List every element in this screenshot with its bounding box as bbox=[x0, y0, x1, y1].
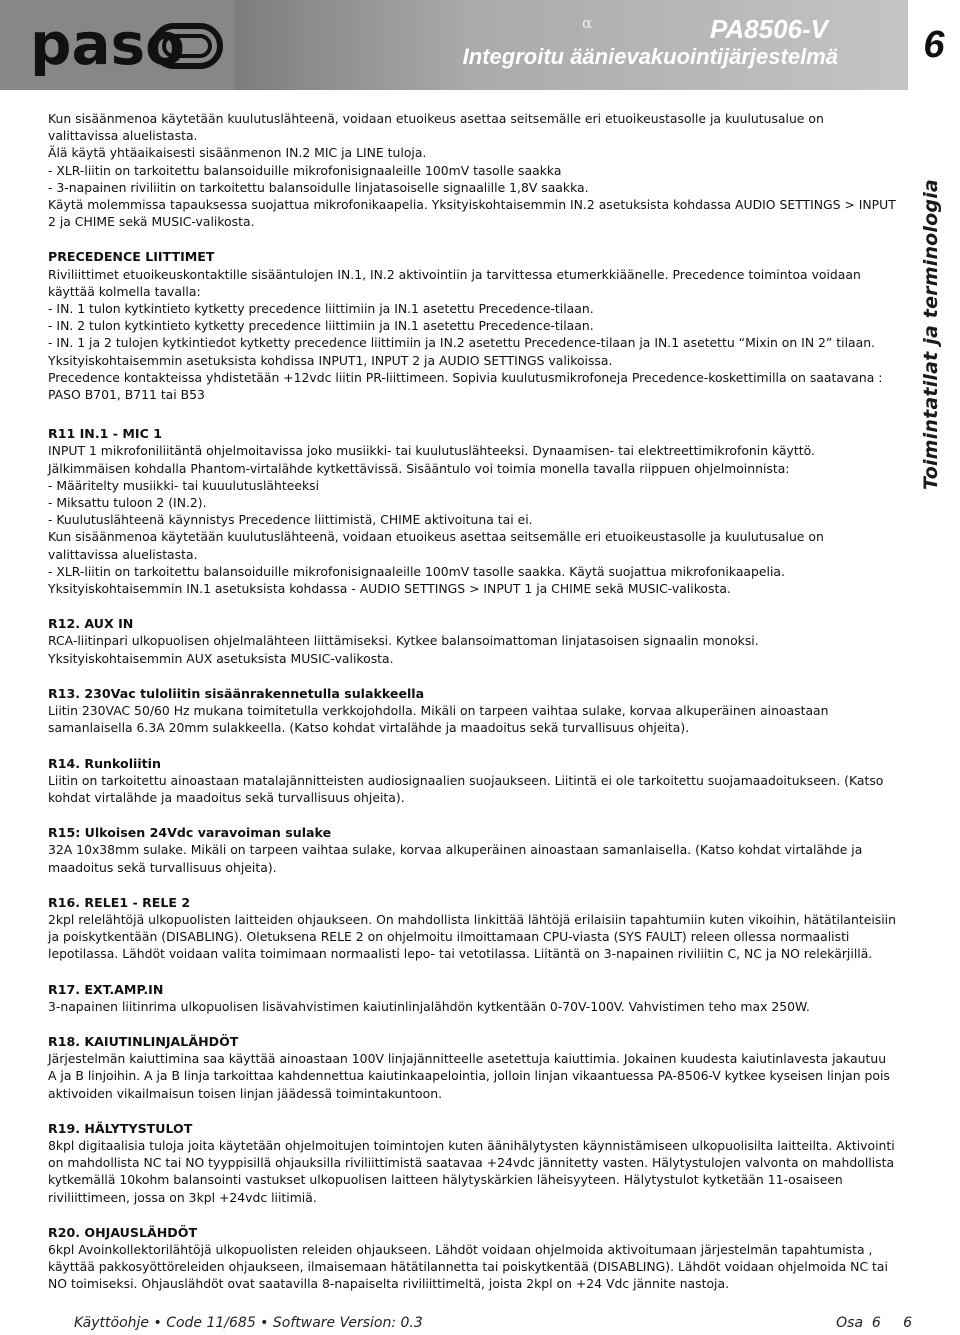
section-line: 2kpl relelähtöjä ulkopuolisten laitteiden ohjaukseen. On mahdollista linkittää lähtöjä erilaisiin tapahtumiin kuten vikoihin, hätätilanteisiin ja poiskytkentään (DISABLING). Oletuksena RELE 2 on ohjelmoitu ilmoittamaan CPU-viasta (SYS FAULT) releen ollessa normaalisti lepotilassa. Lähdöt voidaan valita toimimaan normaalisti lepo- tai vetotilassa. Liitäntä on 3-napainen riviliitin C, NC ja NO relekärjillä. bbox=[48, 911, 896, 962]
section-line: Kun sisäänmenoa käytetään kuulutuslähteenä, voidaan etuoikeus asettaa seitsemälle eri etuoikeustasolle ja kuulutusalue on valittavissa aluelistasta. bbox=[48, 529, 824, 562]
side-tab bbox=[920, 179, 960, 491]
section-line: - IN. 1 ja 2 tulojen kytkintiedot kytketty precedence liittimiin ja IN.2 asetettu Precedence-tilaan ja IN.1 asetettu “Mixin on IN 2” tilaan. Yksityiskohtaisemmin asetuksista kohdissa INPUT1, INPUT 2 ja AUDIO SETTINGS valikoissa. bbox=[48, 335, 876, 368]
section-title: R18. KAIUTINLINJALÄHDÖT bbox=[48, 1033, 239, 1049]
section-line: Järjestelmän kaiuttimina saa käyttää ainoastaan 100V linjajännitteelle asetettuja kaiuttimia. Jokainen kuudesta kaiutinlavesta jakautuu A ja B linjoihin. A ja B linja tarkoittaa kahdennettua kaiutinkaapelointia, jolloin linjan vikaantuessa PA-8506-V kytkee kyseisen linjan pois aktivoiden vikailmaisun toisen linjan jäädessä toimintakuntoon. bbox=[48, 1051, 890, 1101]
section-line: INPUT 1 mikrofoniliitäntä ohjelmoitavissa joko musiikki- tai kuulutuslähteeksi. Dynaamisen- tai elektreettimikrofonin käyttö. Jälkimmäisen kohdalla Phantom-virtalähde kytkettävissä. Sisääntulo voi toimia monella tavalla riippuen ohjelmoinnista: bbox=[48, 443, 815, 476]
section-r20 bbox=[48, 1224, 896, 1293]
section-title: R12. AUX IN bbox=[48, 616, 134, 632]
header-band bbox=[0, 0, 908, 90]
intro-line: - 3-napainen riviliitin on tarkoitettu balansoidulle linjatasoiselle signaalille 1,8V saakka. bbox=[48, 179, 589, 195]
section-r17 bbox=[48, 981, 896, 1015]
section-line: - Miksattu tuloon 2 (IN.2). bbox=[48, 495, 207, 511]
document-body bbox=[48, 110, 896, 1293]
section-r14 bbox=[48, 755, 896, 807]
section-line: Precedence kontakteissa yhdistetään +12vdc liitin PR-liittimeen. Sopivia kuulutusmikrofoneja Precedence-koskettimilla on saatavana : PASO B701, B711 tai B53 bbox=[48, 369, 883, 403]
section-line: RCA-liitinpari ulkopuolisen ohjelmalähteen liittämiseksi. Kytkee balansoimattoman linjatasoisen signaalin monoksi. Yksityiskohtaisemmin AUX asetuksista MUSIC-valikosta. bbox=[48, 633, 759, 666]
section-title: R16. RELE1 - RELE 2 bbox=[48, 894, 191, 910]
section-title: R17. EXT.AMP.IN bbox=[48, 981, 164, 997]
section-title: R14. Runkoliitin bbox=[48, 755, 161, 771]
page-header bbox=[0, 0, 960, 90]
section-line: 32A 10x38mm sulake. Mikäli on tarpeen vaihtaa sulake, korvaa alkuperäinen ainoastaan samanlaisella. (Katso kohdat virtalähde ja maadoitus sekä turvallisuus ohjeita). bbox=[48, 842, 863, 875]
section-r19 bbox=[48, 1120, 896, 1206]
section-line: 6kpl Avoinkollektorilähtöjä ulkopuolisten releiden ohjaukseen. Lähdöt voidaan ohjelmoida aktivoitumaan järjestelmän tapahtumista , käyttää pakkosyöttöreleiden ohjaukseen, ilmaisemaan hätätilannetta tai poiskytkentää (DISABLING). Lähdöt voidaan ohjelmoida NC tai NO toimiseksi. Ohjauslähdöt ovat saatavilla 8-napaiselta riviliittimeltä, joista 2kpl on +24 Vdc jännite nastoja. bbox=[48, 1241, 888, 1292]
alpha-mark: α bbox=[582, 14, 593, 32]
section-title: R11 IN.1 - MIC 1 bbox=[48, 426, 162, 442]
section-line: - Kuulutuslähteenä käynnistys Precedence liittimistä, CHIME aktivoituna tai ei. bbox=[48, 512, 533, 528]
section-r12 bbox=[48, 615, 896, 667]
section-r15 bbox=[48, 824, 896, 876]
section-line: - Määritelty musiikki- tai kuuulutuslähteeksi bbox=[48, 477, 320, 493]
section-line: 8kpl digitaalisia tuloja joita käytetään ohjelmoitujen toimintojen kuten äänihälytysten käynnistämiseen ulkopuolisilta laitteilta. Aktivointi on mahdollista NC tai NO tyyppisillä ohjauksilla riviliittimistä saatavaa +24vdc jännitetty vasten. Hälytystulojen valvonta on mahdollista kytkemällä 10kohm balansointi vastukset ulkopuolisen laitteen hälytyskärkien läheisyyteen. Hälytystulot kytketään 11-osaiseen riviliittimeen, jossa on 3kpl +24vdc liitimiä. bbox=[48, 1137, 895, 1205]
intro-line: - XLR-liitin on tarkoitettu balansoiduille mikrofonisignaaleille 100mV tasolle saakka bbox=[48, 162, 562, 178]
product-subtitle: Integroitu äänievakuointijärjestelmä bbox=[462, 44, 838, 69]
section-line: - XLR-liitin on tarkoitettu balansoiduille mikrofonisignaaleille 100mV tasolle saakka. Käytä suojattua mikrofonikaapelia. Yksityiskohtaisemmin IN.1 asetuksista kohdassa - AUDIO SETTINGS > INPUT 1 ja CHIME sekä MUSIC-valikosta. bbox=[48, 563, 785, 597]
intro-line: Älä käytä yhtäaikaisesti sisäänmenon IN.2 MIC ja LINE tuloja. bbox=[48, 145, 427, 161]
section-precedence bbox=[48, 248, 896, 403]
section-r13 bbox=[48, 685, 896, 737]
svg-text:paso: paso bbox=[30, 10, 186, 78]
section-title: R20. OHJAUSLÄHDÖT bbox=[48, 1224, 198, 1240]
footer-doc-info: Käyttöohje • Code 11/685 • Software Version: 0.3 bbox=[74, 1315, 423, 1331]
paso-logo bbox=[30, 8, 230, 80]
section-line: Riviliittimet etuoikeuskontaktille sisääntulojen IN.1, IN.2 aktivointiin ja tarvittessa etumerkkiäänelle. Precedence toimintoa voidaan käyttää kolmella tavalla: bbox=[48, 266, 861, 299]
section-line: - IN. 1 tulon kytkintieto kytketty precedence liittimiin ja IN.1 asetettu Precedence-tilaan. bbox=[48, 301, 594, 317]
chapter-number: 6 bbox=[908, 0, 960, 90]
section-line: 3-napainen liitinrima ulkopuolisen lisävahvistimen kaiutinlinjalähdön kytkentään 0-70V-100V. Vahvistimen teho max 250W. bbox=[48, 998, 810, 1014]
section-line: Liitin 230VAC 50/60 Hz mukana toimitetulla verkkojohdolla. Mikäli on tarpeen vaihtaa sulake, korvaa alkuperäinen ainoastaan samanlaisella 6.3A 20mm sulakkeella. (Katso kohdat virtalähde ja maadoitus sekä turvallisuus ohjeita). bbox=[48, 703, 829, 736]
section-title: R19. HÄLYTYSTULOT bbox=[48, 1120, 193, 1136]
intro-block bbox=[48, 110, 896, 230]
side-tab-label: Toimintatilat ja terminologia bbox=[920, 179, 942, 490]
section-title: PRECEDENCE LIITTIMET bbox=[48, 249, 215, 265]
section-line: Liitin on tarkoitettu ainoastaan matalajännitteisten audiosignaalien suojaukseen. Liitintä ei ole tarkoitettu suojamaadoitukseen. (Katso kohdat virtalähde ja maadoitus sekä turvallisuus ohjeita). bbox=[48, 772, 884, 805]
section-r18 bbox=[48, 1033, 896, 1102]
section-title: R15: Ulkoisen 24Vdc varavoiman sulake bbox=[48, 825, 332, 841]
intro-line: Käytä molemmissa tapauksessa suojattua mikrofonikaapelia. Yksityiskohtaisemmin IN.2 asetuksista kohdassa AUDIO SETTINGS > INPUT 2 ja CHIME sekä MUSIC-valikosta. bbox=[48, 197, 896, 230]
section-r11 bbox=[48, 425, 896, 597]
section-title: R13. 230Vac tuloliitin sisäänrakennetulla sulakkeella bbox=[48, 685, 425, 701]
footer-page-number: Osa 6 6 bbox=[836, 1315, 912, 1331]
section-line: - IN. 2 tulon kytkintieto kytketty precedence liittimiin ja IN.1 asetettu Precedence-tilaan. bbox=[48, 318, 594, 334]
product-model: PA8506-V bbox=[709, 14, 828, 44]
section-r16 bbox=[48, 894, 896, 963]
intro-line: Kun sisäänmenoa käytetään kuulutuslähteenä, voidaan etuoikeus asettaa seitsemälle eri etuoikeustasolle ja kuulutusalue on valittavissa aluelistasta. bbox=[48, 111, 824, 144]
